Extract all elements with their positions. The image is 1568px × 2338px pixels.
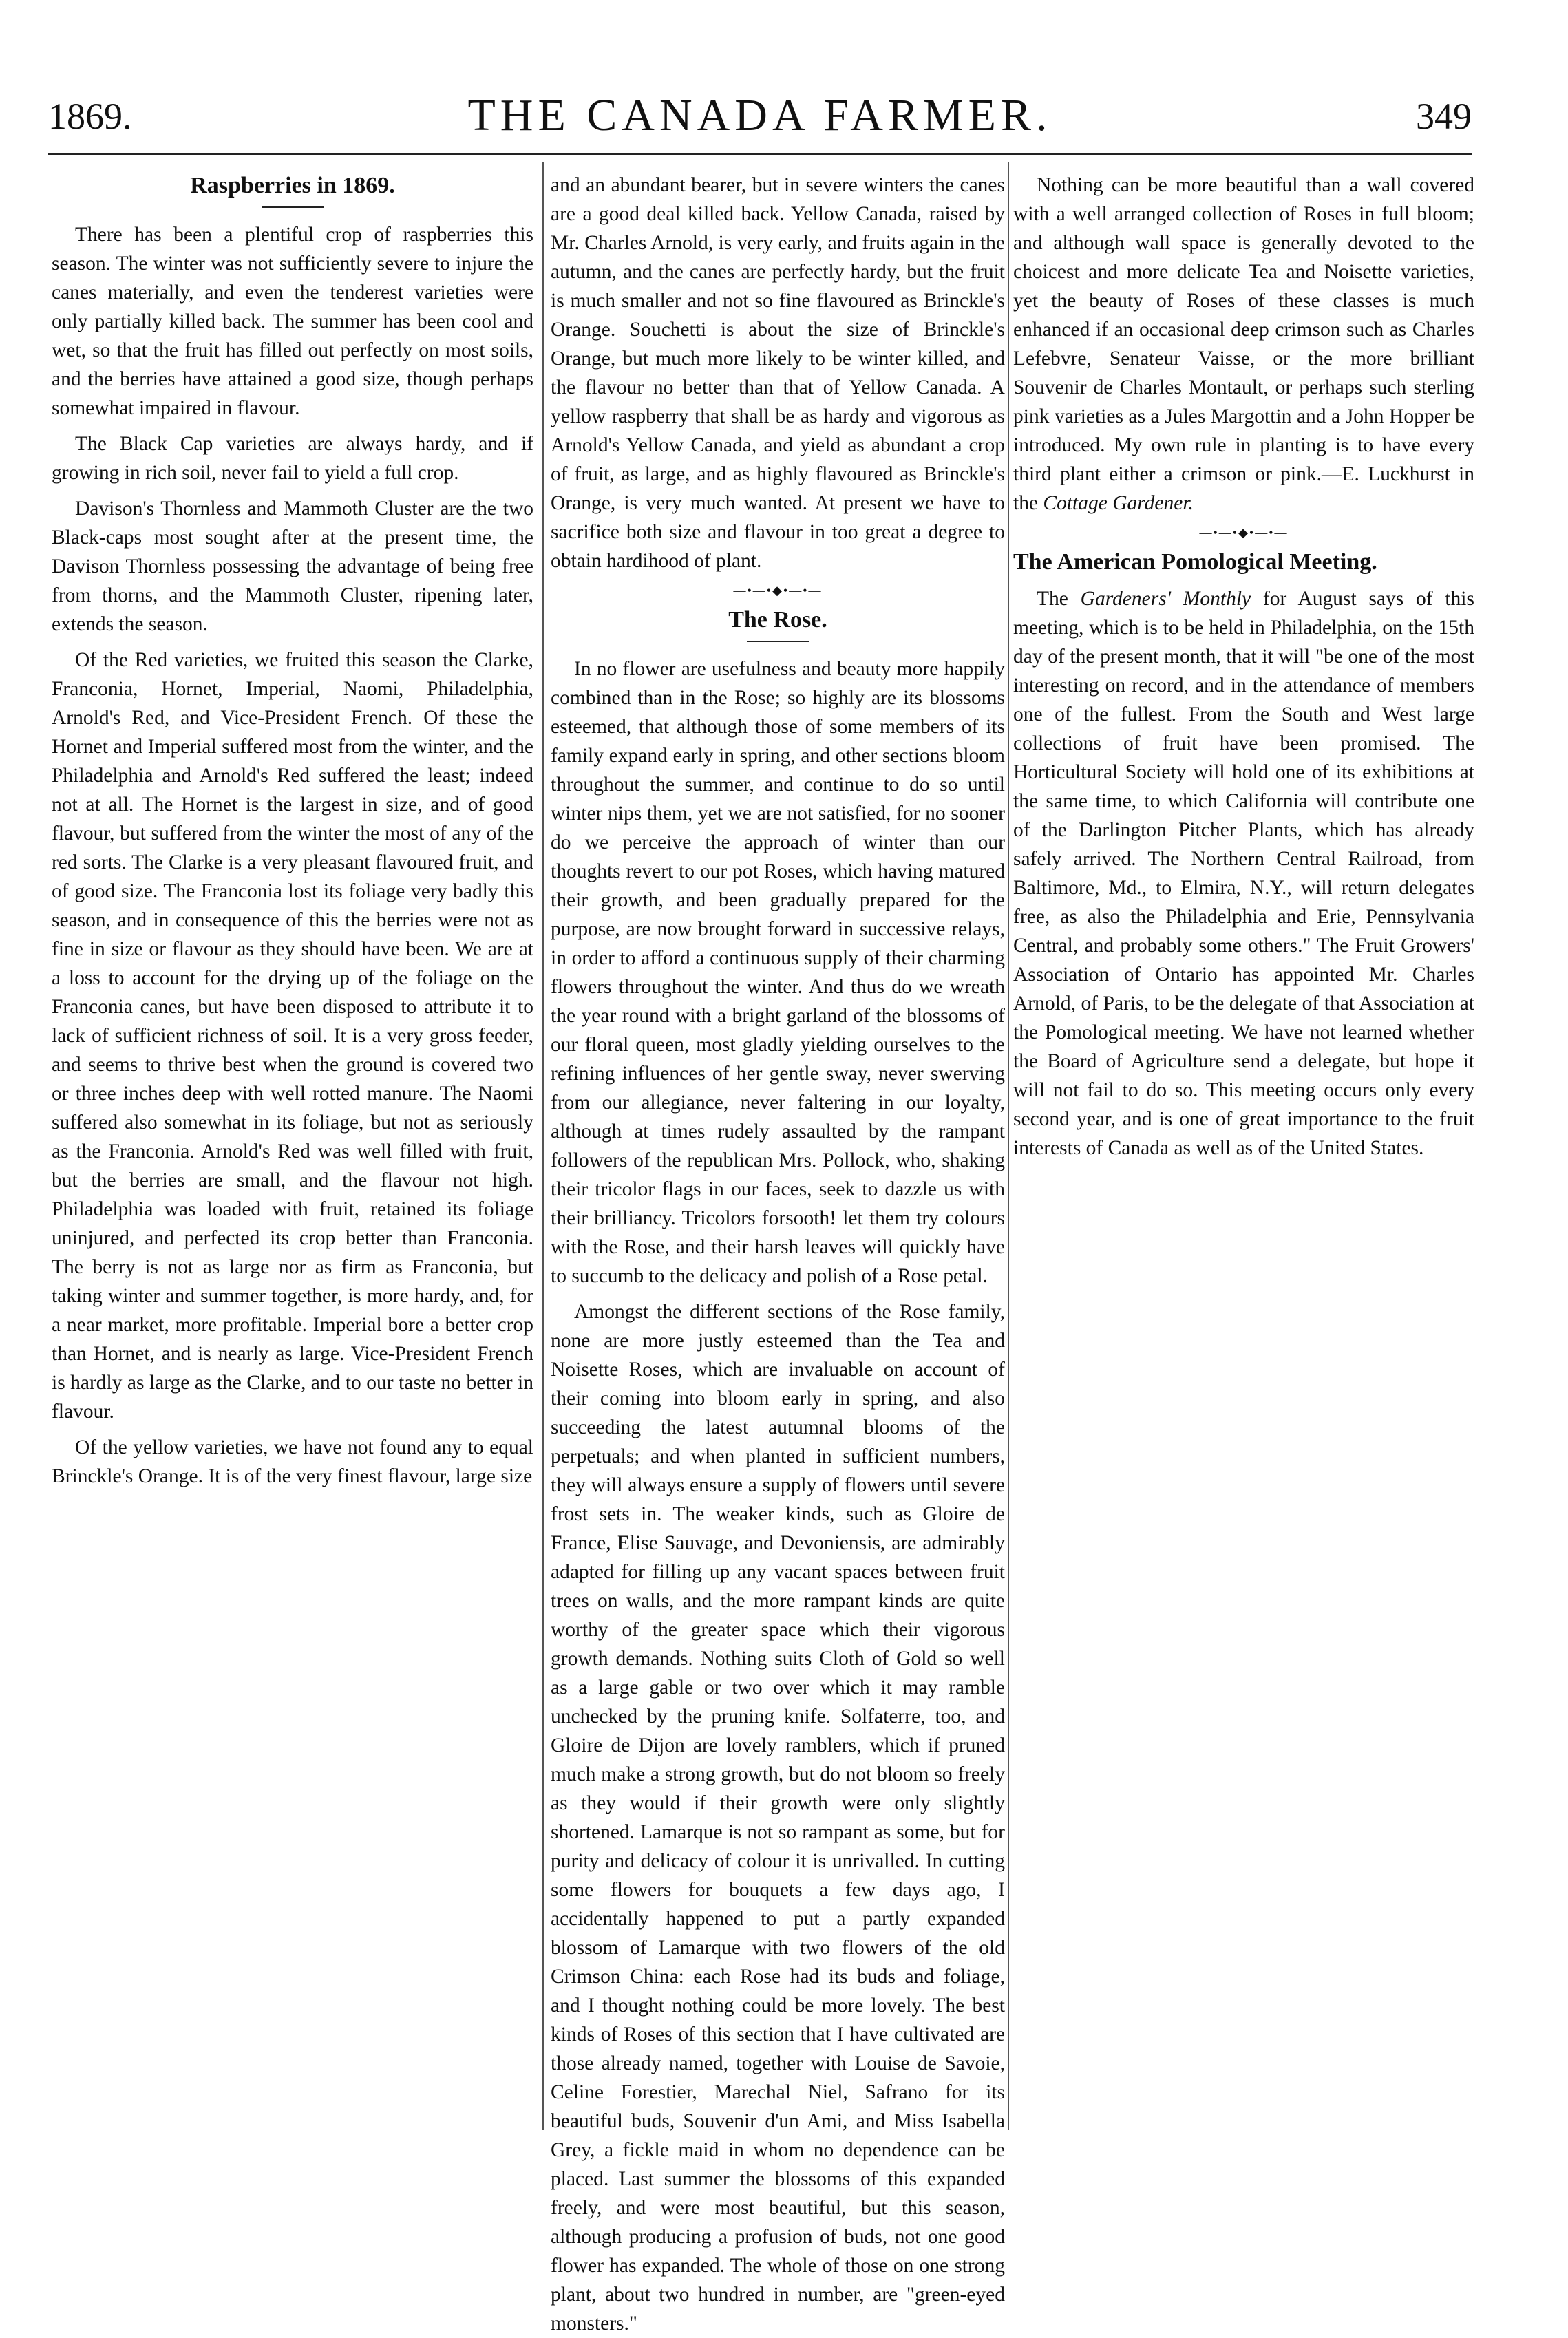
page-number: 349 [1416,96,1472,137]
masthead-title: THE CANADA FARMER. [467,90,1052,140]
paragraph: In no flower are usefulness and beauty more happily combined than in the Rose; so highly are its blossoms esteemed, that although those of some members of its family expand early in spring, and other sections bloom throughout the summer, and continue to do so until winter nips them, yet we are not satisfied, for no sooner do we perceive the approach of winter than our thoughts revert to our pot Roses, which having matured their growth, and been gradually prepared for the purpose, are now brought forward in successive relays, in order to afford a continuous supply of their charming flowers throughout the winter. And thus do we wreath the year round with a bright garland of the blossoms of our floral queen, most gladly yielding ourselves to the refining influences of her gentle sway, never swerving from our allegiance, never faltering in our loyalty, although at times rudely assaulted by the rampant followers of the republican Mrs. Pollock, who, shaking their tricolor flags in our faces, seek to dazzle us with their brilliancy. Tricolors forsooth! let them try colours with the Rose, and their harsh leaves will quickly have to succumb to the delicacy and polish of a Rose petal. [551,658,1005,1287]
title-rule [262,206,324,208]
section-ornament: —•—•◆•—•— [733,584,823,597]
paragraph-lead: The [1037,588,1081,610]
header-year: 1869. [48,96,132,137]
article-title-rose: The Rose. [728,607,827,633]
article-title-pomological: The American Pomological Meeting. [1013,549,1377,575]
column-divider [542,162,544,2130]
paragraph [1013,584,1474,1162]
paragraph: Amongst the different sections of the Rose family, none are more justly esteemed than the Tea and Noisette Roses, which are invaluable on account of their coming into bloom early in spring, and also succeeding the latest autumnal blooms of the perpetuals; and when planted in sufficient numbers, they will always ensure a supply of flowers until severe frost sets in. The weaker kinds, such as Gloire de France, Elise Sauvage, and Devoniensis, are admirably adapted for filling up any vacant spaces between fruit trees on walls, and the more rampant kinds are quite worthy of the greater space which their vigorous growth demands. Nothing suits Cloth of Gold so well as a large gable or two over which it may ramble unchecked by the pruning knife. Solfaterre, too, and Gloire de Dijon are lovely ramblers, which if pruned much make a strong growth, but do not bloom so freely as they would if their growth were only slightly shortened. Lamarque is not so rampant as some, but for purity and delicacy of colour it is unrivalled. In cutting some flowers for bouquets a few days ago, I accidentally happened to put a partly expanded blossom of Lamarque with two flowers of the old Crimson China: each Rose had its buds and foliage, and I thought nothing could be more lovely. The best kinds of Roses of this section that I have cultivated are those already named, together with Louise de Savoie, Celine Forestier, Marechal Niel, Safrano for its beautiful buds, Souvenir d'un Ami, and Miss Isabella Grey, a fickle maid in whom no dependence can be placed. Last summer the blossoms of this expanded freely, and were most beautiful, but this season, although producing a profusion of buds, not one good flower has expanded. The whole of those on one strong plant, about two hundred in number, are "green-eyed monsters." [551,1301,1005,2335]
title-rule [747,641,809,642]
paragraph: Davison's Thornless and Mammoth Cluster are the two Black-caps most sought after at the present time, the Davison Thornless possessing the advantage of being free from thorns, and the Mammoth Cluster, ripening later, extends the season. [52,498,533,635]
column-1 [52,171,533,2167]
section-ornament: —•—•◆•—•— [1199,526,1289,540]
publication-name: Gardeners' Monthly [1080,588,1251,610]
header-rule [48,153,1472,155]
page-header [48,89,1472,145]
paragraph: Of the yellow varieties, we have not found any to equal Brinckle's Orange. It is of the very finest flavour, large size [52,1436,533,1487]
column-divider [1008,162,1009,2130]
paragraph [1013,171,1474,518]
column-2 [551,171,1005,2335]
column-3 [1013,171,1474,2167]
paragraph: The Black Cap varieties are always hardy, and if growing in rich soil, never fail to yield a full crop. [52,433,533,484]
paragraph-text: for August says of this meeting, which is to be held in Philadelphia, on the 15th day of the present month, that it will "be one of the most interesting on record, and in the attendance of members one of the fullest. From the South and West large collections of fruit have been promised. The Horticultural Society will hold one of its exhibitions at the same time, to which California will contribute one of the Darlington Pitcher Plants, which has already safely arrived. The Northern Central Railroad, from Baltimore, Md., to Elmira, N.Y., will return delegates free, as also the Philadelphia and Erie, Pennsylvania Central, and probably some others." The Fruit Growers' Association of Ontario has appointed Mr. Charles Arnold, of Paris, to be the delegate of that Association at the Pomological meeting. We have not learned whether the Board of Agriculture send a delegate, but hope it will not fail to do so. This meeting occurs only every second year, and is one of great importance to the fruit interests of Canada as well as of the United States. [1013,588,1474,1159]
paragraph-text: Nothing can be more beautiful than a wall covered with a well arranged collection of Roses in full bloom; and although wall space is generally devoted to the choicest and more delicate Tea and Noisette varieties, yet the beauty of Roses of these classes is much enhanced if an occasional deep crimson such as Charles Lefebvre, Senateur Vaisse, or the more brilliant Souvenir de Charles Montault, or perhaps such sterling pink varieties as a Jules Margottin and a John Hopper be introduced. My own rule in planting is to have every third plant either a crimson or pink.—E. Luckhurst in the [1013,174,1474,514]
paragraph: Of the Red varieties, we fruited this season the Clarke, Franconia, Hornet, Imperial, Naomi, Philadelphia, Arnold's Red, and Vice-President French. Of these the Hornet and Imperial suffered most from the winter, and the Philadelphia and Arnold's Red suffered the least; indeed not at all. The Hornet is the largest in size, and of good flavour, but suffered from the winter the most of any of the red sorts. The Clarke is a very pleasant flavoured fruit, and of good size. The Franconia lost its foliage very badly this season, and in consequence of this the berries were not as fine in size or flavour as they should have been. We are at a loss to account for the drying up of the foliage on the Franconia canes, but have been disposed to attribute it to lack of sufficient richness of soil. It is a very gross feeder, and seems to thrive best when the ground is covered two or three inches deep with well rotted manure. The Naomi suffered also somewhat in its foliage, but not as seriously as the Franconia. Arnold's Red was well filled with fruit, but the berries are small, and the flavour not high. Philadelphia was loaded with fruit, retained its foliage uninjured, and perfected its crop better than Franconia. The berry is not as large nor as firm as Franconia, but taking winter and summer together, is more hardy, and, for a near market, more profitable. Imperial bore a better crop than Hornet, and is nearly as large. Vice-President French is hardly as large as the Clarke, and to our taste no better in flavour. [52,649,533,1423]
paragraph-continued: and an abundant bearer, but in severe winters the canes are a good deal killed back. Yellow Canada, raised by Mr. Charles Arnold, is very early, and fruits again in the autumn, and the canes are perfectly hardy, but the fruit is much smaller and not so fine flavoured as Brinckle's Orange. Souchetti is about the size of Brinckle's Orange, but much more likely to be winter killed, and the flavour no better than that of Yellow Canada. A yellow raspberry that shall be as hardy and vigorous as Arnold's Yellow Canada, and yield as abundant a crop of fruit, as large, and as highly flavoured as Brinckle's Orange, is very much wanted. At present we have to sacrifice both size and flavour in too great a degree to obtain hardihood of plant. [551,174,1005,572]
article-title-raspberries: Raspberries in 1869. [190,173,395,198]
source-citation: Cottage Gardener. [1043,492,1194,514]
paragraph: There has been a plentiful crop of raspberries this season. The winter was not sufficiently severe to injure the canes materially, and even the tenderest varieties were only partially killed back. The summer has been cool and wet, so that the fruit has filled out perfectly on most soils, and the berries have attained a good size, though perhaps somewhat impaired in flavour. [52,224,533,419]
